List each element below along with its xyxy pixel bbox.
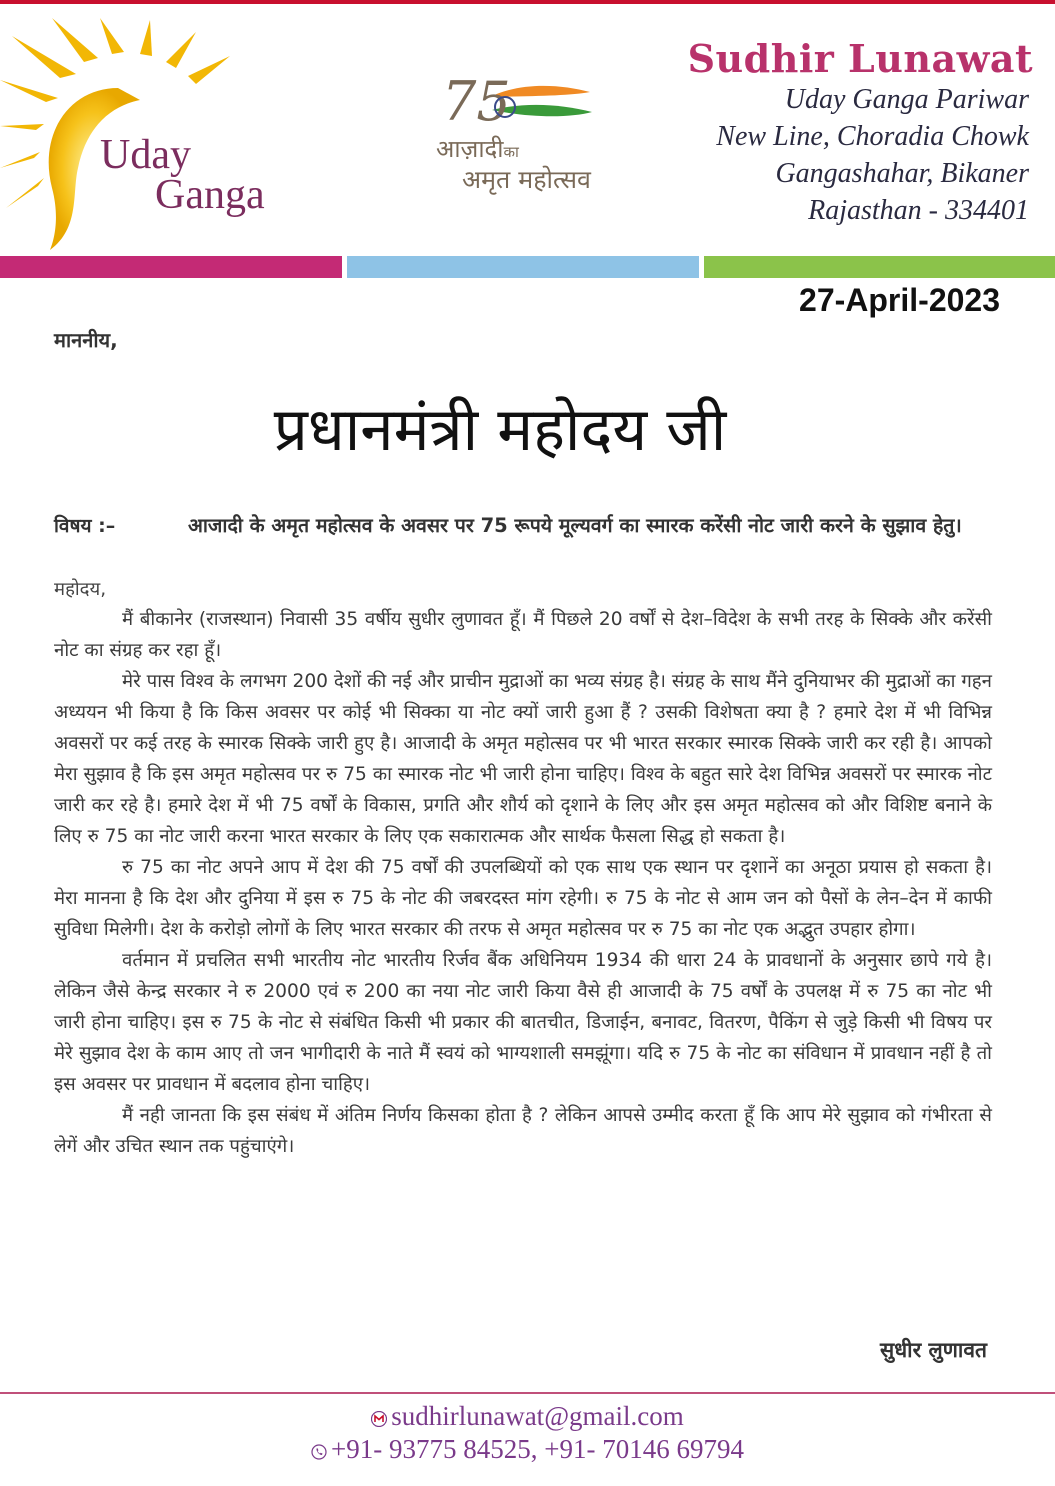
header-band-green (704, 256, 1055, 278)
footer-email[interactable]: sudhirlunawat@gmail.com (391, 1401, 684, 1431)
header-band-pink (0, 256, 342, 278)
gmail-icon (371, 1411, 387, 1427)
footer-phone[interactable]: +91- 93775 84525, +91- 70146 69794 (331, 1434, 744, 1464)
body-paragraph: रु 75 का नोट अपने आप में देश की 75 वर्षों की उपलब्धियों को एक साथ एक स्थान पर दृशानें का अनूठा प्रयास हो सकता है। मेरा मानना है कि देश और दुनिया में इस रु 75 के नोट की जबरदस्त मांग रहेगी। रु 75 के नोट से आम जन को पैसों के लेन–देन में काफी सुविधा मिलेगी। देश के करोड़ो लोगों के लिए भारत सरकार की तरफ से अमृत महोत्सव पर रु 75 का नोट एक अद्भुत उपहार होगा। (54, 857, 992, 940)
subject-text: आजादी के अमृत महोत्सव के अवसर पर 75 रूपये मूल्यवर्ग का स्मारक करेंसी नोट जारी करने के सुझाव हेतु। (188, 514, 962, 537)
greeting: महोदय, (54, 579, 107, 600)
sender-address-line: Uday Ganga Pariwar (784, 84, 1029, 115)
subject-label: विषय :– (54, 515, 116, 537)
salutation: माननीय, (54, 328, 118, 352)
body-paragraph: मेरे पास विश्व के लगभग 200 देशों की नई और प्राचीन मुद्राओं का भव्य संग्रह है। संग्रह के साथ मैंने दुनियाभर की मुद्राओं का गहन अध्ययन भी किया है कि किस अवसर पर कोई भी सिक्का या नोट क्यों जारी हुआ हैं ? उसकी विशेषता क्या है ? हमारे देश में भी विभिन्न अवसरों पर कई तरह के स्मारक सिक्के जारी हुए है। आजादी के अमृत महोत्सव पर भी भारत सरकार स्मारक सिक्के जारी कर रही है। आपको मेरा सुझाव है कि इस अमृत महोत्सव पर रु 75 का स्मारक नोट भी जारी होना चाहिए। विश्व के बहुत सारे देश विभिन्न अवसरों पर स्मारक नोट जारी कर रहे है। हमारे देश में भी 75 वर्षों के विकास, प्रगति और शौर्य को दृशाने के लिए और इस अमृत महोत्सव को और विशिष्ट बनाने के लिए रु 75 का नोट जारी करना भारत सरकार के लिए एक सकारात्मक और सार्थक फैसला सिद्ध हो सकता है। (54, 671, 992, 847)
seventy-five-number: 75 (442, 70, 511, 132)
sender-name: Sudhir Lunawat (687, 36, 1033, 81)
amrit-logo-line-2: अमृत महोत्सव (462, 165, 591, 194)
seventy-five-icon (420, 62, 630, 132)
body-paragraph: मैं नही जानता कि इस संबंध में अंतिम निर्णय किसका होता है ? लेकिन आपसे उम्मीद करता हूँ कि आप मेरे सुझाव को गंभीरता से लेगें और उचित स्थान तक पहुंचाएंगे। (54, 1105, 992, 1157)
sender-address-line: Rajasthan - 334401 (808, 195, 1029, 226)
body-paragraph: मैं बीकानेर (राजस्थान) निवासी 35 वर्षीय सुधीर लुणावत हूँ। मैं पिछले 20 वर्षों से देश–विदेश के सभी तरह के सिक्के और करेंसी नोट का संग्रह कर रहा हूँ। (54, 609, 992, 661)
uday-logo-text-1: Uday (100, 132, 191, 178)
letter-body (54, 604, 992, 1162)
header-band-blue (347, 256, 699, 278)
top-rule (0, 0, 1055, 4)
footer-rule (0, 1392, 1055, 1394)
signature: सुधीर लुणावत (880, 1338, 987, 1362)
footer-contact (0, 1400, 1055, 1466)
sender-address-line: New Line, Choradia Chowk (716, 121, 1029, 152)
body-paragraph: वर्तमान में प्रचलित सभी भारतीय नोट भारतीय रिर्जव बैंक अधिनियम 1934 की धारा 24 के प्रावधानों के अनुसार छापे गये है। लेकिन जैसे केन्द्र सरकार ने रु 2000 एवं रु 200 का नया नोट जारी किया वैसे ही आजादी के 75 वर्षों के उपलक्ष में रु 75 का नोट भी जारी होना चाहिए। इस रु 75 के नोट से संबंधित किसी भी प्रकार की बातचीत, डिजाईन, बनावट, वितरण, पैकिंग से जुड़े किसी भी विषय पर मेरे सुझाव देश के काम आए तो जन भागीदारी के नाते मैं स्वयं को भाग्यशाली समझूंगा। यदि रु 75 के नोट का संविधान में प्रावधान नहीं है तो इस अवसर पर प्रावधान में बदलाव होना चाहिए। (54, 950, 992, 1095)
footer-email-row (0, 1400, 1055, 1433)
amrit-mahotsav-logo (420, 62, 630, 202)
phone-icon (311, 1444, 327, 1460)
addressee-heading: प्रधानमंत्री महोदय जी (273, 395, 727, 465)
footer-phone-row (0, 1433, 1055, 1466)
sender-block (688, 36, 1033, 229)
uday-logo-text-2: Ganga (155, 172, 265, 218)
uday-ganga-logo (0, 18, 300, 253)
amrit-logo-line-1: आज़ादीका (436, 135, 519, 163)
letter-date: 27-April-2023 (799, 282, 1000, 318)
sender-address-line: Gangashahar, Bikaner (775, 158, 1029, 189)
